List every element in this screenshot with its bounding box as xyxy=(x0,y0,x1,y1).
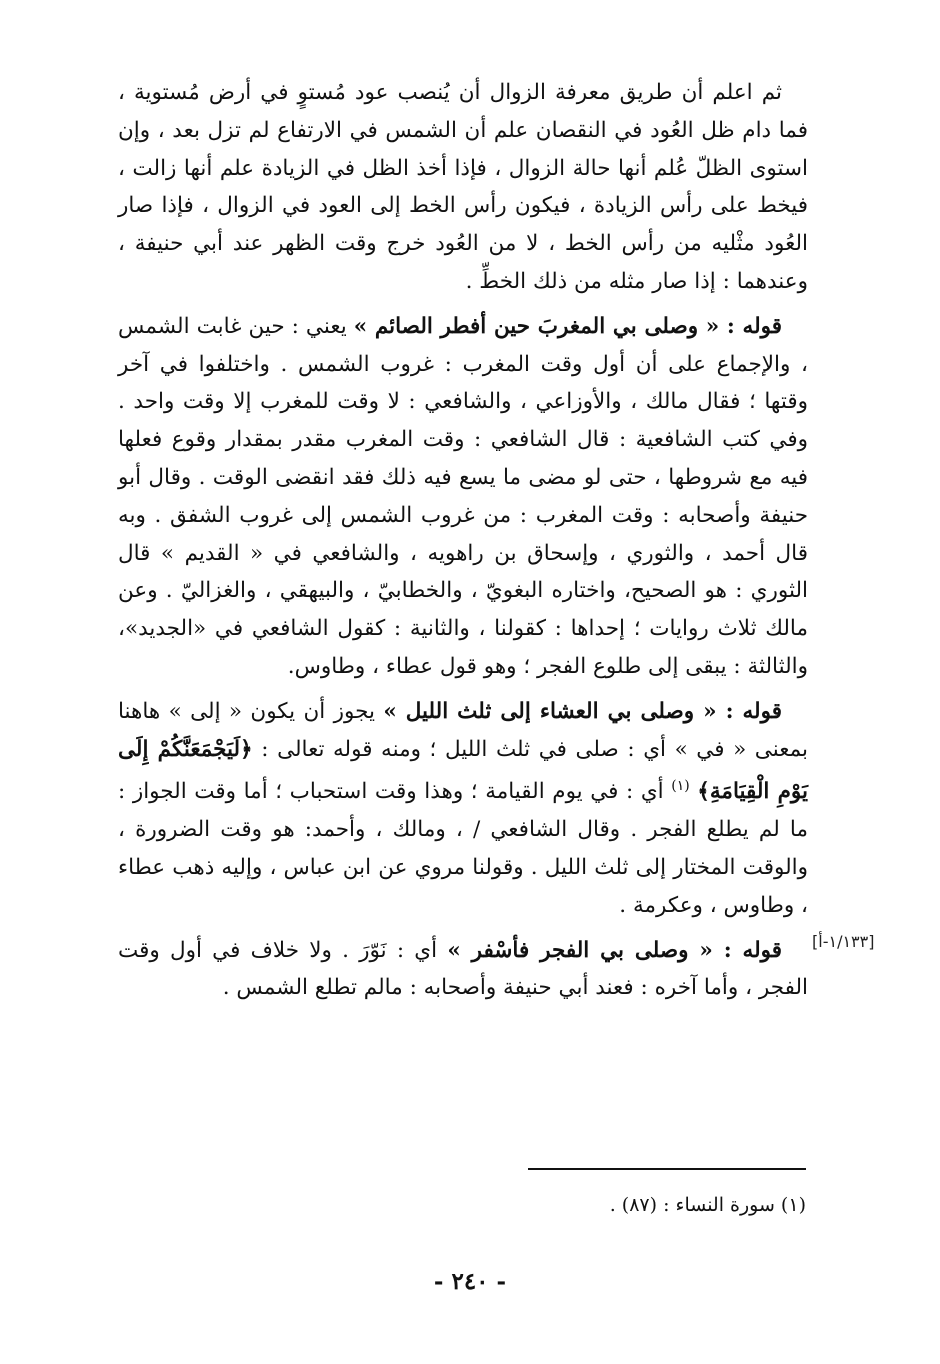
paragraph-zawal xyxy=(118,74,808,301)
paragraph-lead: قوله : xyxy=(719,313,782,339)
page-number: - ٢٤٠ - xyxy=(433,1268,507,1295)
footnote-reference[interactable]: (١) xyxy=(671,778,690,795)
paragraph-fajr xyxy=(118,932,808,1008)
hadith-quote: « وصلى بي الفجر فأسْفر » xyxy=(447,937,713,963)
paragraph-text: أي : نَوّرَ . ولا خلاف في أول وقت الفجر ، وأما آخره : فعند أبي حنيفة وأصحابه : مالم تطلع الشمس . xyxy=(118,937,808,1001)
hadith-quote: « وصلى بي العشاء إلى ثلث الليل » xyxy=(383,698,717,724)
paragraph-lead: قوله : xyxy=(716,698,782,724)
main-text xyxy=(118,74,808,1014)
paragraph-isha xyxy=(118,693,808,925)
manuscript-margin-reference: [١/١٣٣-أ] xyxy=(812,932,875,951)
quran-verse: ﴿لَيَجْمَعَنَّكُمْ إِلَى يَوْمِ الْقِيَامَةِ﴾ xyxy=(118,736,809,805)
paragraph-lead: قوله : xyxy=(712,937,782,963)
paragraph-text: أي : في يوم القيامة ؛ وهذا وقت استحباب ؛ أما وقت الجواز : ما لم يطلع الفجر . وقال الشافعي / ، ومالك ، وأحمد: هو وقت الضرورة ، والوقت المختار إلى ثلث الليل . وقولنا مروي عن ابن عباس ، وإليه ذهب عطاء ، وطاوس ، وعكرمة . xyxy=(118,779,808,918)
hadith-quote: « وصلى بي المغربَ حين أفطر الصائم » xyxy=(353,313,720,339)
paragraph-text: يجوز أن يكون « إلى » هاهنا بمعنى « في » أي : صلى في ثلث الليل ؛ ومنه قوله تعالى : xyxy=(118,698,808,762)
footnote-divider xyxy=(528,1168,806,1170)
paragraph-maghrib xyxy=(118,308,808,686)
footnote: (١) سورة النساء : (٨٧) . xyxy=(609,1194,806,1216)
paragraph-text: ثم اعلم أن طريق معرفة الزوال أن يُنصب عود مُستوٍ في أرض مُستوية ، فما دام ظل العُود في النقصان علم أن الشمس في الارتفاع لم تزل بعد ، وإن استوى الظلّ عُلم أنها حالة الزوال ، فإذا أخذ الظل في الزيادة علم أنها زالت ، فيخط على رأس الزيادة ، فيكون رأس الخط إلى العود في الزوال ، فإذا صار العُود مثْليه من رأس الخط ، لا من العُود خرج وقت الظهر عند أبي حنيفة ، وعندهما : إذا صار مثله من ذلك الخطِّ . xyxy=(118,80,808,294)
paragraph-text: يعني : حين غابت الشمس ، والإجماع على أن أول وقت المغرب : غروب الشمس . واختلفوا في آخر وقتها ؛ فقال مالك ، والأوزاعي ، والشافعي : لا وقت للمغرب إلا وقت واحد . وفي كتب الشافعية : قال الشافعي : وقت المغرب مقدر بمقدار وقوع فعلها فيه مع شروطها ، حتى لو مضى ما يسع فيه ذلك فقد انقضى الوقت . وقال أبو حنيفة وأصحابه : وقت المغرب : من غروب الشمس إلى غروب الشفق . وبه قال أحمد ، والثوري ، وإسحاق بن راهويه ، والشافعي في « القديم » قال الثوري : هو الصحيح، واختاره البغويّ ، والخطابيّ ، والبيهقي ، والغزاليّ . وعن مالك ثلاث روايات ؛ إحداها : كقولنا ، والثانية : كقول الشافعي في «الجديد»، والثالثة : يبقى إلى طلوع الفجر ؛ وهو قول عطاء ، وطاوس. xyxy=(118,313,808,679)
